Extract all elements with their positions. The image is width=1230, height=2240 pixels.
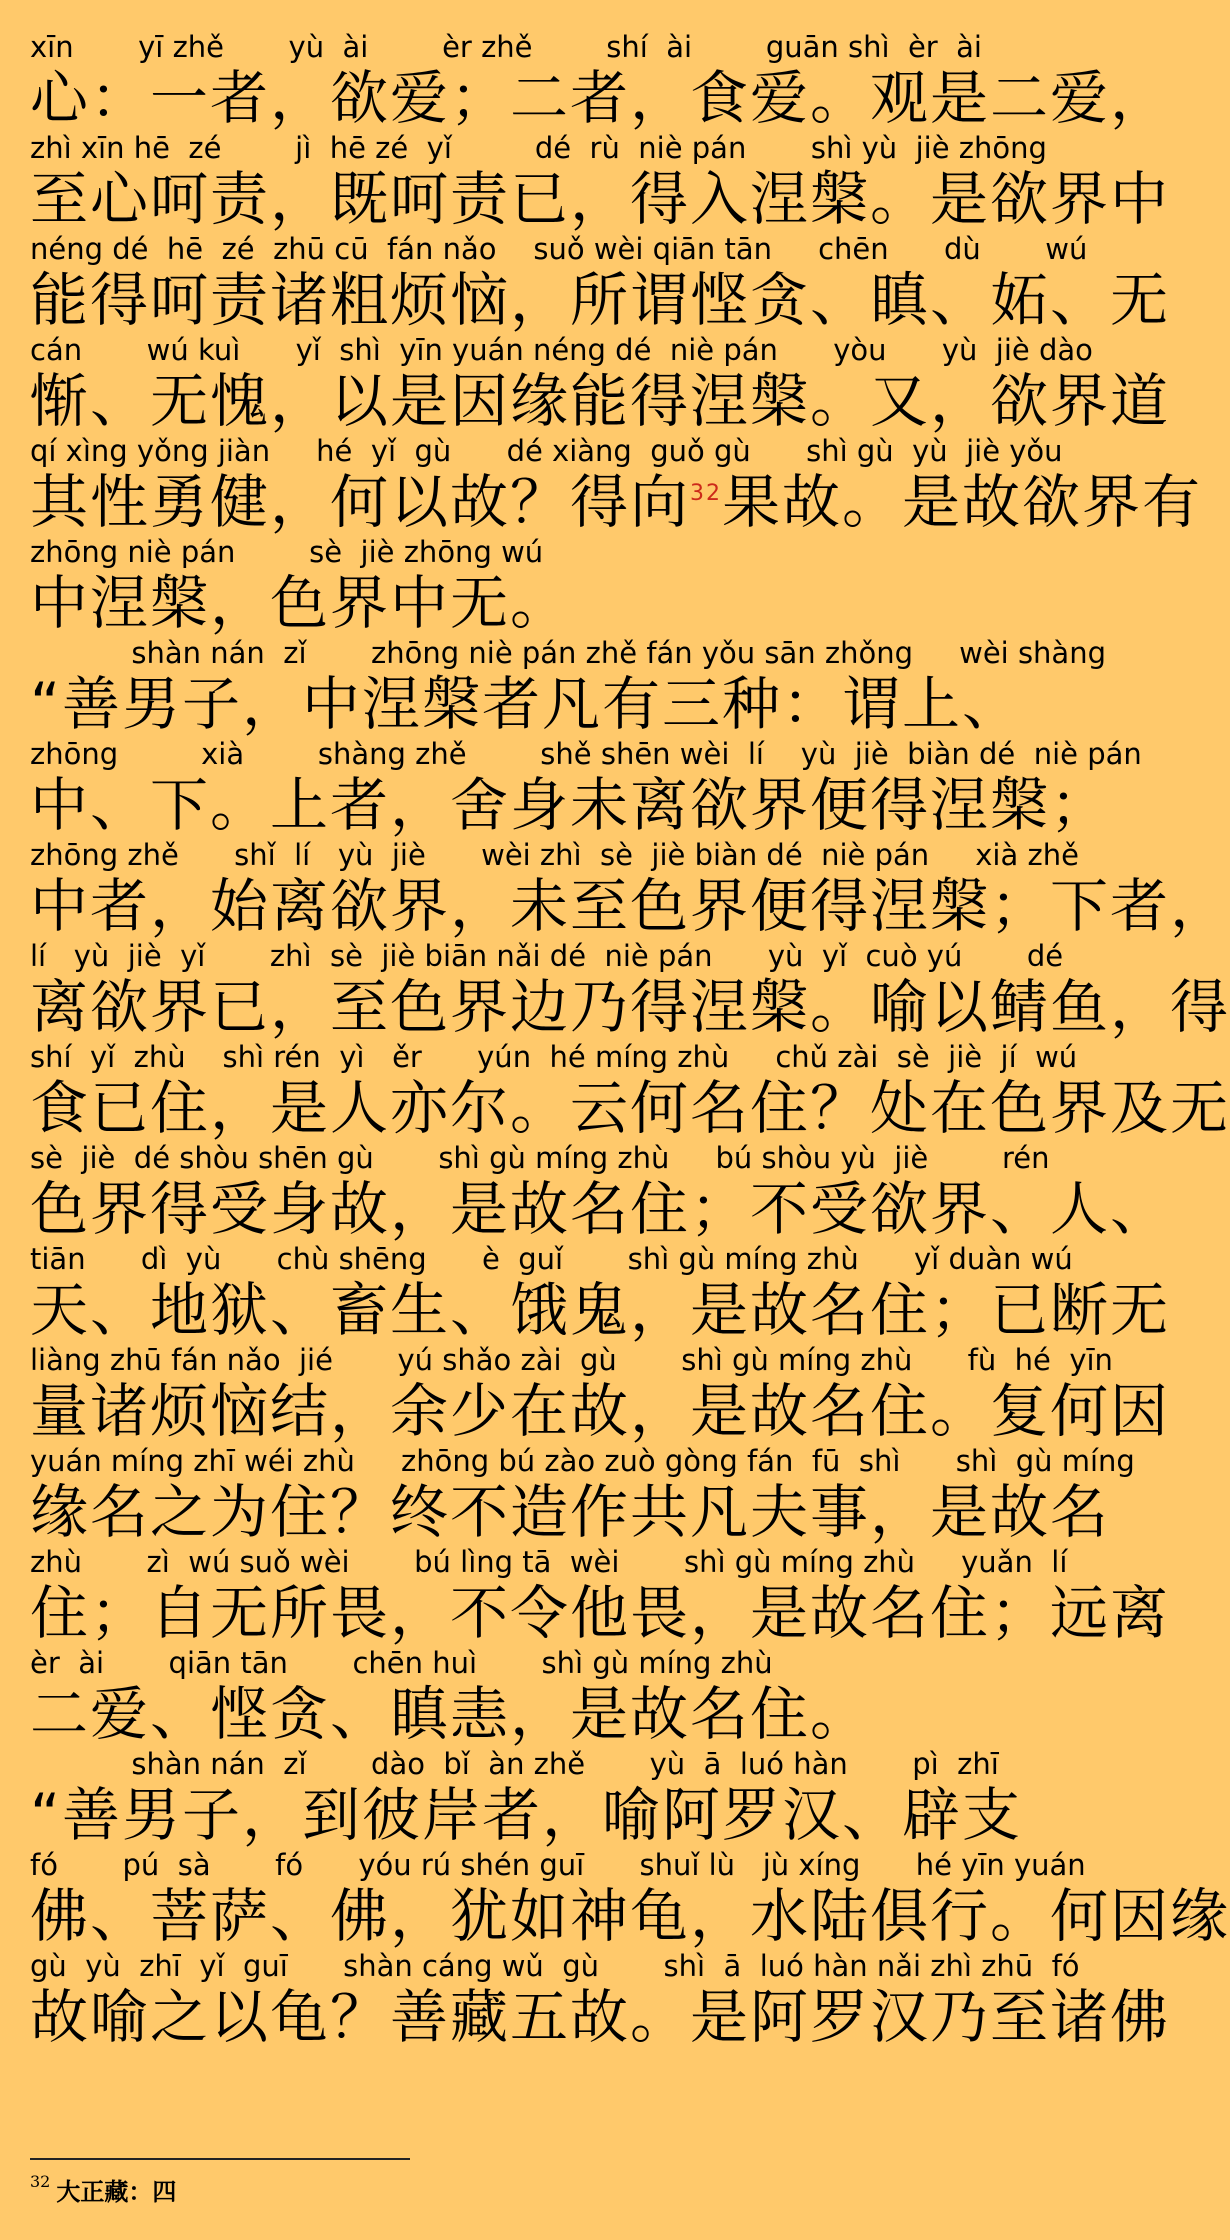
hanzi-line	[30, 1579, 1171, 1647]
hanzi-text: 其性勇健，何以故？得向	[30, 468, 691, 536]
hanzi-line	[30, 1074, 1230, 1142]
footnote-text: 大正藏：四	[56, 2177, 177, 2206]
hanzi-line	[30, 771, 1111, 839]
hanzi-text: 果故。是故欲界有	[722, 468, 1203, 536]
hanzi-text: 色界得受身故，是故名住；不受欲界、人、	[30, 1175, 1171, 1243]
hanzi-line	[30, 1882, 1230, 1950]
pinyin-line: xīn yī zhě yù ài èr zhě shí ài guān shì èr ài	[30, 30, 982, 64]
hanzi-line	[30, 973, 1230, 1041]
pinyin-line: shàn nán zǐ dào bǐ àn zhě yù ā luó hàn pì zhī	[30, 1747, 999, 1781]
pinyin-line: tiān dì yù chù shēng è guǐ shì gù míng zhù yǐ duàn wú	[30, 1242, 1073, 1276]
hanzi-text: 心：一者，欲爱；二者，食爱。观是二爱，	[30, 64, 1171, 132]
hanzi-line	[30, 1983, 1171, 2051]
hanzi-line	[30, 1175, 1171, 1243]
hanzi-line	[30, 1478, 1111, 1546]
hanzi-text: 故喻之以龟？善藏五故。是阿罗汉乃至诸佛	[30, 1983, 1171, 2051]
footnote-divider	[30, 2158, 410, 2160]
hanzi-line	[30, 165, 1171, 233]
hanzi-text: 能得呵责诸粗烦恼，所谓悭贪、瞋、妬、无	[30, 266, 1171, 334]
hanzi-line	[30, 872, 1230, 940]
hanzi-text: 中、下。上者，舍身未离欲界便得涅槃；	[30, 771, 1111, 839]
footnote-number: 32	[30, 2172, 51, 2191]
hanzi-line	[30, 1377, 1171, 1445]
hanzi-text: 至心呵责，既呵责已，得入涅槃。是欲界中	[30, 165, 1171, 233]
hanzi-line	[30, 367, 1171, 435]
pinyin-line: fó pú sà fó yóu rú shén guī shuǐ lù jù xíng hé yīn yuán	[30, 1848, 1086, 1882]
hanzi-line	[30, 468, 1203, 536]
pinyin-line: zhù zì wú suǒ wèi bú lìng tā wèi shì gù míng zhù yuǎn lí	[30, 1545, 1068, 1579]
hanzi-text: 惭、无愧，以是因缘能得涅槃。又，欲界道	[30, 367, 1171, 435]
hanzi-text: 量诸烦恼结，余少在故，是故名住。复何因	[30, 1377, 1171, 1445]
pinyin-line: néng dé hē zé zhū cū fán nǎo suǒ wèi qiān tān chēn dù wú	[30, 232, 1088, 266]
hanzi-text: 二爱、悭贪、瞋恚，是故名住。	[30, 1680, 871, 1748]
hanzi-text: 食已住，是人亦尔。云何名住？处在色界及无	[30, 1074, 1230, 1142]
hanzi-text: 缘名之为住？终不造作共凡夫事，是故名	[30, 1478, 1111, 1546]
pinyin-line: zhōng zhě shǐ lí yù jiè wèi zhì sè jiè biàn dé niè pán xià zhě	[30, 838, 1079, 872]
pinyin-line: lí yù jiè yǐ zhì sè jiè biān nǎi dé niè pán yù yǐ cuò yú dé	[30, 939, 1064, 973]
pinyin-line: gù yù zhī yǐ guī shàn cáng wǔ gù shì ā luó hàn nǎi zhì zhū fó	[30, 1949, 1080, 1983]
pinyin-line: qí xìng yǒng jiàn hé yǐ gù dé xiàng guǒ gù shì gù yù jiè yǒu	[30, 434, 1063, 468]
hanzi-text: 离欲界已，至色界边乃得涅槃。喻以鲭鱼，得	[30, 973, 1230, 1041]
hanzi-text: “善男子，中涅槃者凡有三种：谓上、	[30, 670, 1023, 738]
pinyin-line: liàng zhū fán nǎo jié yú shǎo zài gù shì gù míng zhù fù hé yīn	[30, 1343, 1113, 1377]
pinyin-line: shàn nán zǐ zhōng niè pán zhě fán yǒu sān zhǒng wèi shàng	[30, 636, 1106, 670]
hanzi-text: “善男子，到彼岸者，喻阿罗汉、辟支	[30, 1781, 1023, 1849]
pinyin-line: zhōng niè pán sè jiè zhōng wú	[30, 535, 544, 569]
hanzi-text: 佛、菩萨、佛，犹如神龟，水陆俱行。何因缘	[30, 1882, 1230, 1950]
hanzi-text: 天、地狱、畜生、饿鬼，是故名住；已断无	[30, 1276, 1171, 1344]
hanzi-line	[30, 1276, 1171, 1344]
hanzi-text: 住；自无所畏，不令他畏，是故名住；远离	[30, 1579, 1171, 1647]
pinyin-line: zhì xīn hē zé jì hē zé yǐ dé rù niè pán shì yù jiè zhōng	[30, 131, 1047, 165]
pinyin-line: sè jiè dé shòu shēn gù shì gù míng zhù bú shòu yù jiè rén	[30, 1141, 1050, 1175]
hanzi-line	[30, 1783, 1060, 1847]
pinyin-line: cán wú kuì yǐ shì yīn yuán néng dé niè pán yòu yù jiè dào	[30, 333, 1093, 367]
pinyin-line: yuán míng zhī wéi zhù zhōng bú zào zuò gòng fán fū shì shì gù míng	[30, 1444, 1135, 1478]
footnote	[30, 2172, 176, 2207]
pinyin-line: zhōng xià shàng zhě shě shēn wèi lí yù jiè biàn dé niè pán	[30, 737, 1142, 771]
hanzi-text: 中者，始离欲界，未至色界便得涅槃；下者，	[30, 872, 1230, 940]
hanzi-line	[30, 571, 1060, 635]
pinyin-line: shí yǐ zhù shì rén yì ěr yún hé míng zhù chǔ zài sè jiè jí wú	[30, 1040, 1078, 1074]
hanzi-line	[30, 672, 1060, 736]
hanzi-line	[30, 64, 1171, 132]
hanzi-line	[30, 266, 1171, 334]
footnote-ref[interactable]: 32	[690, 481, 723, 506]
hanzi-text: 中涅槃，色界中无。	[30, 569, 571, 637]
hanzi-line	[30, 1682, 1060, 1746]
pinyin-line: èr ài qiān tān chēn huì shì gù míng zhù	[30, 1646, 773, 1680]
